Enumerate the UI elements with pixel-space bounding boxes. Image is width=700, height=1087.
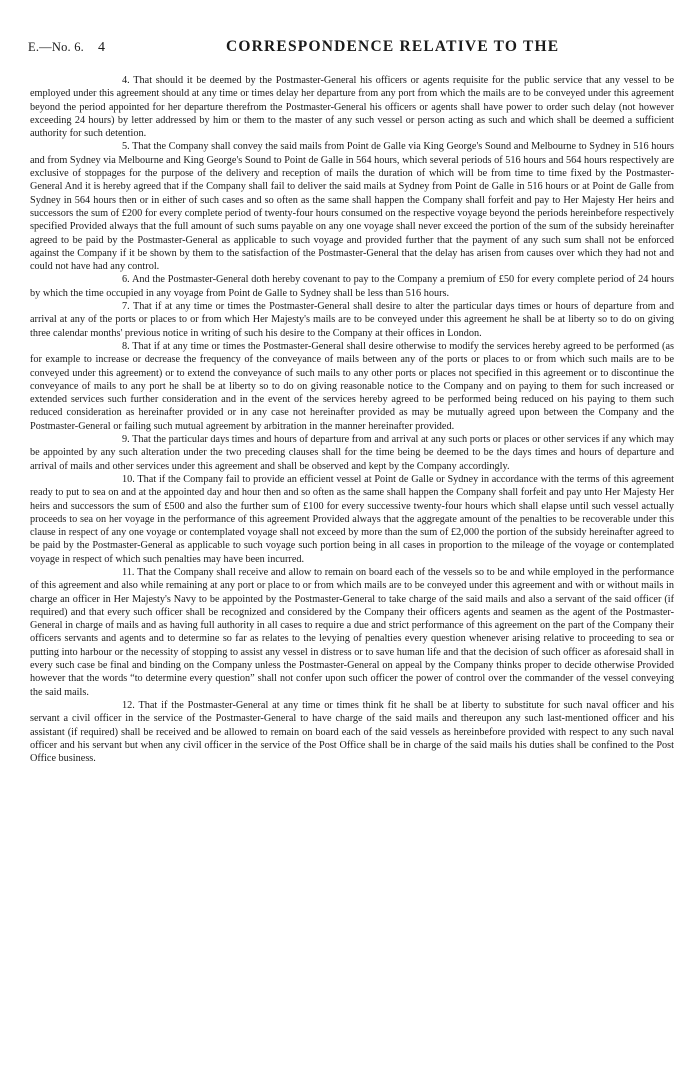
clause-12: 12. That if the Postmaster-General at any time or times think fit he shall be at liberty to substitute for such naval officer and his servant a civil officer in the service of the Postmaster-General to have charge of the said mails and thereupon any such last-mentioned officer and his assistant (if required) shall be received and be allowed to remain on board each of the said vessels as hereinbefore provided with respect to any such naval officer and his servant but when any civil officer in the service of the Post Office shall be in charge of the said mails his duties shall be confined to the Post Office business. <box>30 699 674 765</box>
running-title: CORRESPONDENCE RELATIVE TO THE <box>226 38 560 55</box>
clause-9: 9. That the particular days times and hours of departure from and arrival at any such ports or places or other services if any which may be appointed by any such alteration under the two preceding clauses shall for the time being be deemed to be the days times and hours of departure and arrival of mails and other services under this agreement and shall be observed and kept by the Company accordingly. <box>30 434 674 472</box>
page-number: 4 <box>98 40 105 55</box>
page-header <box>28 38 674 64</box>
clause-5: 5. That the Company shall convey the said mails from Point de Galle via King George's Sound and Melbourne to Sydney in 516 hours and from Sydney via Melbourne and King George's Sound to Point de Galle in 564 hours, which several periods of 516 hours and 564 hours respectively are exclusive of stoppages for the purpose of the delivery and reception of mails the duration of which will be from time to time fixed by the Postmaster-General And it is hereby agreed that if the Company shall fail to deliver the said mails at Sydney from Point de Galle in 516 hours or at Point de Galle from Sydney in 564 hours then or in either of such cases and so often as the same shall happen the Company shall forfeit and pay to Her Majesty Her heirs and successors the sum of £200 for every complete period of twenty-four hours consumed on the respective voyage beyond the periods hereinbefore respectively specified Provided always that the full amount of such sums payable on any one voyage shall never exceed the portion of the sum of the subsidy hereinafter agreed to be paid by the Postmaster-General as applicable to such voyage and provided further that the payment of any such sum shall not be enforced against the Company if it be shown by them to the satisfaction of the Postmaster-General that the delay has arisen from causes over which they had not and could not have had any control. <box>30 141 674 273</box>
clause-10: 10. That if the Company fail to provide an efficient vessel at Point de Galle or Sydney in accordance with the terms of this agreement ready to put to sea on and at the appointed day and hour then and so often as the same shall happen the Company shall forfeit and pay unto Her Majesty Her heirs and successors the sum of £500 and also the further sum of £100 for every successive twenty-four hours which shall elapse until such vessel actually proceeds to sea on her voyage in the performance of this agreement Provided always that the aggregate amount of the penalties to be recoverable under this clause in respect of any one voyage or contemplated voyage shall not exceed by more than the sum of £2,000 the portion of the subsidy hereinafter agreed to be paid by the Postmaster-General as applicable to such voyage such portion being in all cases in proportion to the mileage of the voyage or contemplated voyage in respect of which such penalties may have been incurred. <box>30 473 674 565</box>
clause-7: 7. That if at any time or times the Postmaster-General shall desire to alter the particular days times or hours of departure from and arrival at any of the ports or places to or from which Her Majesty's mails are to be conveyed under this agreement he shall be at liberty so to do on giving three calendar months' previous notice in writing of such his desire to the Company at their offices in London. <box>30 301 674 339</box>
clause-6: 6. And the Postmaster-General doth hereby covenant to pay to the Company a premium of £50 for every complete period of 24 hours by which the time occupied in any voyage from Point de Galle to Sydney shall be less than 516 hours. <box>30 274 674 299</box>
clause-11: 11. That the Company shall receive and allow to remain on board each of the vessels so to be and while employed in the performance of this agreement and also while remaining at any port or place to or from which mails are to be conveyed under this agreement and with or without mails in charge an officer in Her Majesty's Navy to be appointed by the Postmaster-General to take charge of the said mails and also a servant of the said officer (if required) and that every such officer shall be recognized and considered by the Company their officers agents and seamen as the agent of the Postmaster-General in charge of mails and as having full authority in all cases to require a due and strict performance of this agreement on the part of the Company their officers servants and agents and to determine so far as relates to the levying of penalties every question whenever arising relative to proceeding to sea or putting into harbour or the necessity of stopping to assist any vessel in distress or to save human life and that the decision of such officer as aforesaid shall in every such case be final and binding on the Company unless the Postmaster-General on appeal by the Company thinks proper to decide otherwise Provided however that the words “to determine every question” shall not confer upon such officer the power of control over the commander of the vessel conveying the said mails. <box>30 566 674 698</box>
clause-4: 4. That should it be deemed by the Postmaster-General his officers or agents requisite for the public service that any vessel to be employed under this agreement should at any time or times delay her departure from any port from which the mails are to be conveyed under this agreement beyond the period appointed for her departure therefrom the Postmaster-General his officers or agents shall have power to order such delay (not however exceeding 24 hours) by letter addressed by him or them to the master of any such vessel or person acting as such and which shall be deemed a sufficient authority for such detention. <box>30 75 674 140</box>
clause-8: 8. That if at any time or times the Postmaster-General shall desire otherwise to modify the services hereby agreed to be performed (as for example to increase or decrease the frequency of the conveyance of mails between any of the ports or places to or from which such mails are to be conveyed under this agreement) or to extend the conveyance of such mails to any other ports or places not specified in this agreement or to discontinue the conveyance of mails to any port he shall be at liberty so to do on giving reasonable notice to the Company and on paying to them for such increased or extended services such further consideration and in the event of the services hereby agreed to be performed being reduced on his paying to them such reduced consideration as hereinafter provided or in any case not hereinafter provided as may be mutually agreed upon between the Company and the Postmaster-General or failing such mutual agreement by arbitration in the manner hereinafter provided. <box>30 340 674 432</box>
document-reference: E.—No. 6. <box>28 40 84 54</box>
document-body <box>28 74 674 765</box>
